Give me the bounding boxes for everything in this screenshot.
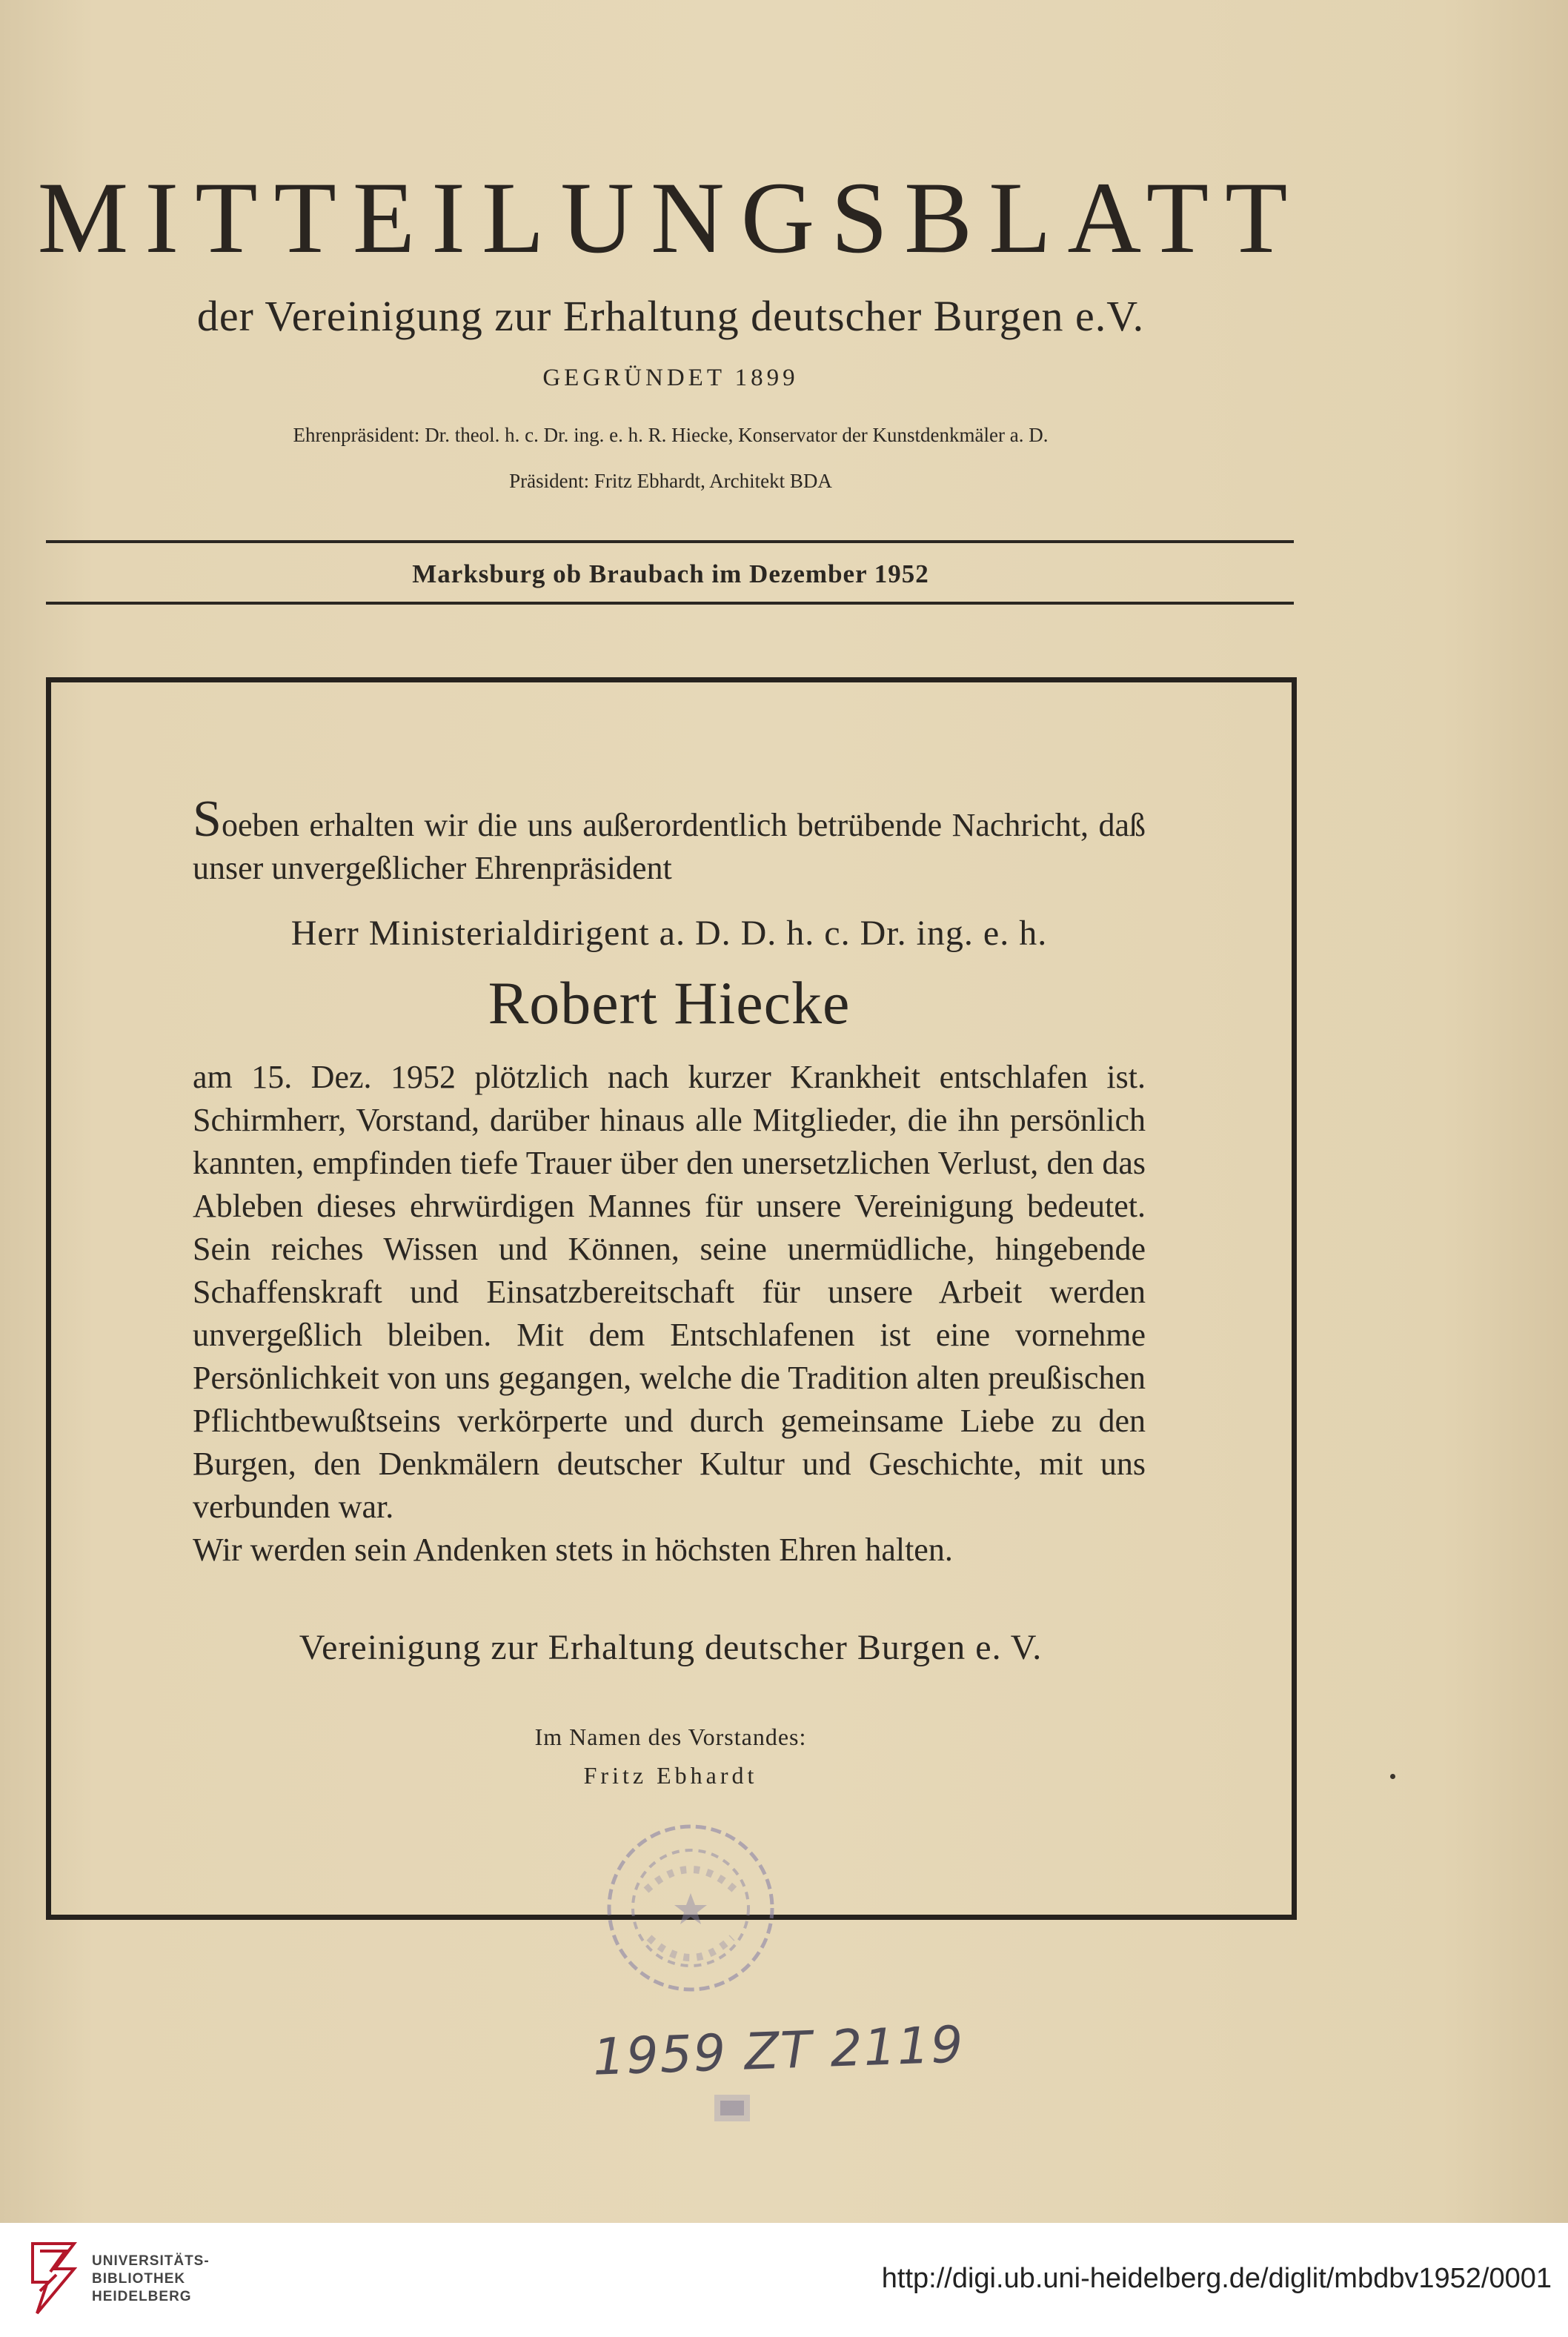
on-behalf-label: Im Namen des Vorstandes:	[534, 1723, 807, 1750]
library-name-line1: UNIVERSITÄTS-	[92, 2253, 210, 2269]
top-rule	[46, 540, 1294, 543]
digitization-footer	[0, 2223, 1568, 2337]
honorary-president-line: Ehrenpräsident: Dr. theol. h. c. Dr. ing. e. h. R. Hiecke, Konservator der Kunstdenkmäler a. D.	[293, 424, 1049, 446]
association-signature: Vereinigung zur Erhaltung deutscher Burgen e. V.	[299, 1628, 1043, 1667]
masthead-title: MITTEILUNGSBLATT	[37, 161, 1304, 274]
library-name-line2: BIBLIOTHEK	[92, 2271, 186, 2287]
signer-name: Fritz Ebhardt	[583, 1762, 758, 1789]
drop-cap: S	[193, 791, 222, 848]
stamp-mark-icon	[713, 2093, 751, 2123]
library-name	[92, 2253, 210, 2306]
body-paragraph: am 15. Dez. 1952 plötzlich nach kurzer Krankheit entschlafen ist. Schirmherr, Vorstand, darüber hinaus alle Mitglieder, die ihn persönlich kannten, empfinden tiefe Trauer über den unersetzlichen Verlust, den das Ableben dieses ehrwürdigen Mannes für unsere Vereinigung bedeutet. Sein reiches Wissen und Können, seine unermüdliche, hingebende Schaffenskraft und Einsatzbereitschaft für unsere Arbeit werden unvergeßlich bleiben. Mit dem Entschlafenen ist eine vornehme Persönlichkeit von uns gegangen, welche die Tradition alten preußischen Pflichtbewußtseins verkörperte und durch gemeinsame Liebe zu den Burgen, den Denkmälern deutscher Kultur und Geschichte, mit uns verbunden war.	[193, 1059, 1146, 1525]
handwritten-shelfmark: 1959 ZT 2119	[591, 2015, 966, 2087]
library-logo-icon	[30, 2239, 77, 2316]
closing-line: Wir werden sein Andenken stets in höchsten Ehren halten.	[193, 1532, 953, 1568]
bottom-rule	[46, 602, 1294, 605]
president-line: Präsident: Fritz Ebhardt, Architekt BDA	[509, 470, 832, 492]
deceased-name: Robert Hiecke	[488, 969, 851, 1037]
obituary-text	[193, 791, 1146, 1572]
paper-speck	[1390, 1774, 1395, 1779]
masthead-subtitle: der Vereinigung zur Erhaltung deutscher Burgen e.V.	[196, 292, 1145, 340]
library-stamp-icon	[602, 1819, 780, 1997]
intro-paragraph	[193, 791, 1146, 890]
official-title: Herr Ministerialdirigent a. D. D. h. c. Dr. ing. e. h.	[290, 914, 1048, 953]
dateline: Marksburg ob Braubach im Dezember 1952	[412, 559, 929, 588]
masthead-founded: GEGRÜNDET 1899	[542, 365, 799, 391]
library-name-line3: HEIDELBERG	[92, 2289, 192, 2304]
source-url-link[interactable]: http://digi.ub.uni-heidelberg.de/diglit/mbdbv1952/0001	[881, 2263, 1552, 2294]
intro-text: oeben erhalten wir die uns außerordentlich betrübende Nachricht, daß unser unvergeßlicher Ehrenpräsident	[193, 807, 1146, 886]
